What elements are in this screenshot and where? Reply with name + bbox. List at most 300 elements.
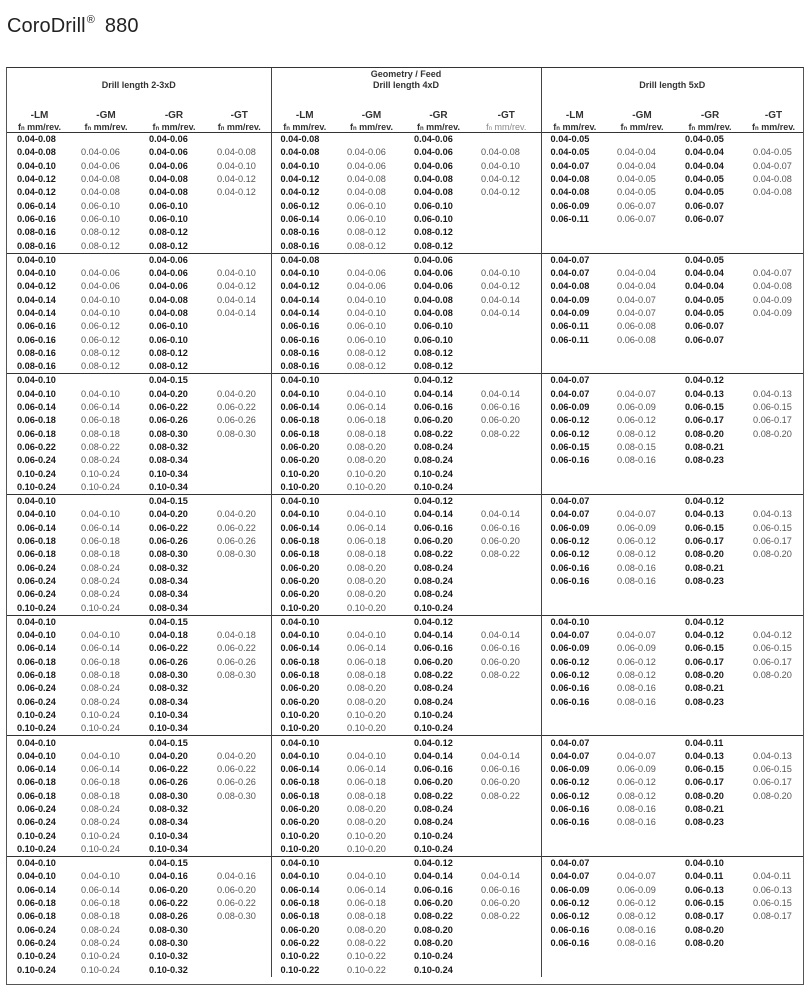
feed-cell: 0.04-0.12 [405, 736, 472, 750]
feed-cell: 0.04-0.05 [685, 294, 724, 305]
feed-cell [676, 481, 744, 495]
feed-cell: 0.06-0.16 [541, 562, 608, 575]
feed-cell: 0.10-0.24 [414, 964, 453, 975]
feed-cell: 0.04-0.10 [81, 294, 120, 305]
feed-cell: 0.08-0.12 [347, 347, 386, 358]
feed-cell: 0.04-0.04 [685, 160, 724, 171]
feed-cell: 0.04-0.10 [217, 268, 256, 279]
feed-cell [608, 467, 676, 480]
feed-cell [208, 588, 271, 601]
unit-symbol: f [84, 121, 88, 132]
feed-cell: 0.08-0.24 [414, 562, 453, 573]
feed-cell [676, 963, 744, 976]
feed-cell: 0.10-0.32 [149, 964, 188, 975]
feed-cell: 0.06-0.09 [617, 643, 656, 654]
feed-cell: 0.06-0.16 [271, 320, 338, 333]
unit-subscript: n [623, 125, 628, 132]
feed-cell [541, 481, 608, 495]
feed-cell: 0.10-0.22 [271, 950, 338, 963]
feed-cell [208, 360, 271, 374]
feed-cell: 0.04-0.05 [676, 133, 744, 147]
feed-cell: 0.04-0.07 [541, 736, 608, 750]
feed-cell [472, 695, 541, 708]
feed-cell: 0.04-0.07 [541, 267, 608, 280]
feed-cell [744, 736, 803, 750]
feed-cell [472, 816, 541, 829]
feed-cell [608, 253, 676, 267]
feed-cell: 0.10-0.20 [271, 601, 338, 615]
feed-cell [676, 829, 744, 842]
feed-cell: 0.08-0.16 [271, 347, 338, 360]
table-row [7, 401, 803, 414]
feed-cell: 0.06-0.14 [271, 401, 338, 414]
feed-cell [676, 467, 744, 480]
feed-cell: 0.06-0.20 [271, 816, 338, 829]
feed-cell: 0.04-0.08 [149, 187, 188, 198]
feed-cell: 0.08-0.16 [17, 361, 56, 372]
feed-cell: 0.04-0.06 [81, 281, 120, 292]
feed-cell: 0.06-0.15 [753, 522, 792, 533]
feed-cell: 0.10-0.20 [271, 843, 338, 857]
feed-cell: 0.06-0.16 [541, 575, 608, 588]
table-row [7, 722, 803, 736]
feed-cell [72, 495, 140, 509]
feed-cell: 0.08-0.24 [81, 575, 120, 586]
feed-cell [608, 360, 676, 374]
feed-cell: 0.04-0.15 [140, 736, 208, 750]
feed-cell: 0.06-0.12 [617, 656, 656, 667]
feed-cell [744, 843, 803, 857]
feed-cell [541, 588, 608, 601]
feed-cell: 0.04-0.12 [481, 187, 520, 198]
feed-cell: 0.04-0.08 [149, 294, 188, 305]
feed-cell: 0.08-0.22 [414, 790, 453, 801]
feed-cell [472, 588, 541, 601]
feed-cell: 0.06-0.15 [685, 643, 724, 654]
feed-cell: 0.04-0.07 [617, 388, 656, 399]
feed-cell: 0.06-0.12 [271, 199, 338, 212]
feed-cell: 0.08-0.20 [347, 575, 386, 586]
feed-cell: 0.08-0.20 [347, 562, 386, 573]
unit-subscript: n [155, 125, 160, 132]
feed-cell [744, 601, 803, 615]
feed-cell: 0.08-0.34 [149, 696, 188, 707]
unit-subscript: n [755, 125, 759, 132]
feed-cell: 0.06-0.20 [481, 656, 520, 667]
feed-cell: 0.08-0.17 [685, 911, 724, 922]
table-row [7, 186, 803, 199]
feed-cell: 0.08-0.23 [685, 455, 724, 466]
drill-length-header-5xd: Drill length 5xD [541, 80, 803, 97]
feed-cell [744, 347, 803, 360]
feed-cell: 0.06-0.16 [481, 764, 520, 775]
unit-symbol: f [752, 121, 756, 132]
table-row [7, 467, 803, 480]
unit-header [72, 121, 140, 133]
feed-cell: 0.06-0.17 [685, 415, 724, 426]
feed-cell: 0.04-0.10 [271, 870, 338, 883]
unit-subscript: n [352, 125, 357, 132]
feed-cell: 0.06-0.12 [541, 776, 608, 789]
grade-header: -GT [230, 109, 248, 121]
unit-subscript: n [488, 125, 493, 132]
feed-cell: 0.06-0.18 [81, 898, 120, 909]
feed-cell: 0.08-0.21 [685, 441, 724, 452]
feed-cell: 0.08-0.16 [17, 240, 56, 251]
feed-cell: 0.04-0.10 [81, 509, 120, 520]
feed-cell: 0.08-0.18 [347, 911, 386, 922]
table-row [7, 428, 803, 441]
feed-cell: 0.04-0.08 [753, 281, 792, 292]
feed-cell [744, 360, 803, 374]
feed-cell: 0.06-0.18 [17, 670, 56, 681]
feed-cell: 0.06-0.12 [81, 321, 120, 332]
feed-cell: 0.06-0.18 [347, 656, 386, 667]
feed-cell: 0.08-0.26 [149, 911, 188, 922]
feed-cell: 0.08-0.22 [347, 937, 386, 948]
feed-cell: 0.04-0.08 [414, 187, 453, 198]
feed-cell: 0.06-0.14 [81, 402, 120, 413]
feed-cell [744, 213, 803, 226]
unit-header [7, 121, 72, 133]
feed-cell: 0.04-0.14 [481, 294, 520, 305]
feed-cell [608, 481, 676, 495]
feed-cell: 0.04-0.10 [17, 630, 56, 641]
unit-header [208, 121, 271, 133]
feed-cell: 0.04-0.06 [149, 281, 188, 292]
feed-cell [744, 709, 803, 722]
feed-cell: 0.04-0.10 [81, 871, 120, 882]
unit-header [472, 121, 541, 133]
unit-symbol: f [152, 121, 156, 132]
feed-cell: 0.06-0.18 [17, 911, 56, 922]
feed-cell: 0.06-0.14 [17, 522, 56, 533]
feed-cell: 0.06-0.15 [685, 522, 724, 533]
feed-cell: 0.06-0.18 [81, 656, 120, 667]
feed-cell: 0.06-0.20 [414, 656, 453, 667]
feed-cell: 0.06-0.18 [347, 898, 386, 909]
feed-cell: 0.08-0.30 [217, 549, 256, 560]
feed-cell: 0.06-0.13 [753, 884, 792, 895]
feed-cell [676, 360, 744, 374]
feed-cell: 0.04-0.10 [17, 388, 56, 399]
feed-cell: 0.06-0.18 [271, 897, 338, 910]
table-row [7, 588, 803, 601]
feed-cell [208, 829, 271, 842]
feed-cell: 0.04-0.06 [140, 253, 208, 267]
feed-cell [744, 253, 803, 267]
feed-cell [208, 467, 271, 480]
feed-cell: 0.10-0.24 [414, 709, 453, 720]
feed-cell: 0.04-0.16 [149, 871, 188, 882]
table-row [7, 508, 803, 521]
feed-cell: 0.06-0.18 [347, 536, 386, 547]
product-name: CoroDrill [7, 15, 86, 37]
feed-cell: 0.08-0.21 [685, 803, 724, 814]
feed-cell: 0.08-0.20 [753, 549, 792, 560]
table-row [7, 843, 803, 857]
feed-cell [744, 495, 803, 509]
feed-cell: 0.06-0.22 [217, 898, 256, 909]
feed-cell [208, 695, 271, 708]
feed-cell: 0.06-0.18 [17, 428, 56, 439]
feed-cell [744, 454, 803, 467]
feed-cell: 0.06-0.16 [17, 213, 56, 224]
table-row [7, 535, 803, 548]
unit-subscript: n [87, 125, 92, 132]
feed-cell: 0.06-0.24 [17, 683, 56, 694]
feed-cell: 0.06-0.12 [617, 898, 656, 909]
feed-cell [208, 226, 271, 239]
feed-cell: 0.04-0.10 [481, 160, 520, 171]
feed-cell [208, 320, 271, 333]
feed-cell: 0.04-0.06 [81, 268, 120, 279]
feed-cell: 0.04-0.09 [541, 307, 608, 320]
feed-cell: 0.06-0.08 [617, 321, 656, 332]
feed-cell: 0.04-0.10 [7, 736, 72, 750]
feed-cell: 0.06-0.12 [617, 777, 656, 788]
feed-cell: 0.06-0.17 [753, 415, 792, 426]
table-row [7, 333, 803, 346]
feed-cell: 0.04-0.14 [414, 630, 453, 641]
feed-cell [208, 843, 271, 857]
unit-symbol: f [688, 121, 692, 132]
feed-cell: 0.06-0.15 [541, 441, 608, 454]
feed-cell: 0.06-0.24 [17, 562, 56, 573]
feed-cell: 0.08-0.20 [753, 790, 792, 801]
feed-cell: 0.06-0.20 [149, 884, 188, 895]
feed-cell: 0.04-0.14 [217, 308, 256, 318]
feed-cell: 0.06-0.26 [217, 656, 256, 667]
feed-cell: 0.06-0.09 [617, 884, 656, 895]
feed-cell: 0.06-0.18 [17, 777, 56, 788]
unit-header [338, 121, 405, 133]
feed-cell: 0.04-0.10 [271, 160, 338, 173]
feed-cell: 0.04-0.14 [481, 388, 520, 399]
feed-cell: 0.04-0.12 [481, 281, 520, 292]
feed-cell: 0.06-0.16 [481, 522, 520, 533]
feed-cell: 0.10-0.24 [414, 468, 453, 479]
feed-cell: 0.04-0.10 [17, 160, 56, 171]
feed-cell: 0.06-0.20 [271, 562, 338, 575]
feed-cell: 0.06-0.15 [753, 898, 792, 909]
feed-cell: 0.08-0.24 [414, 683, 453, 694]
feed-cell: 0.08-0.18 [81, 428, 120, 439]
table-row [7, 280, 803, 293]
feed-cell: 0.08-0.20 [753, 428, 792, 439]
feed-cell: 0.06-0.09 [541, 199, 608, 212]
feed-cell: 0.04-0.14 [414, 750, 453, 761]
feed-cell: 0.04-0.05 [541, 133, 608, 147]
feed-cell: 0.04-0.06 [414, 268, 453, 279]
feed-cell: 0.04-0.08 [541, 186, 608, 199]
feed-cell: 0.04-0.10 [7, 857, 72, 871]
feed-cell: 0.06-0.20 [271, 682, 338, 695]
feed-cell [472, 199, 541, 212]
feed-cell [208, 615, 271, 629]
feed-cell: 0.06-0.14 [271, 642, 338, 655]
feed-cell: 0.06-0.10 [149, 200, 188, 211]
feed-cell: 0.04-0.14 [414, 509, 453, 520]
feed-table [7, 68, 803, 977]
feed-cell [608, 857, 676, 871]
unit-symbol: f [17, 121, 21, 132]
grade-header: -GM [96, 109, 116, 121]
table-row [7, 454, 803, 467]
feed-cell: 0.08-0.12 [347, 240, 386, 251]
feed-cell [472, 495, 541, 509]
feed-cell: 0.08-0.16 [617, 924, 656, 935]
feed-cell: 0.06-0.18 [81, 415, 120, 426]
feed-cell [208, 722, 271, 736]
grade-header: -GR [164, 109, 184, 121]
unit-text: mm/rev. [91, 121, 128, 132]
feed-cell [472, 736, 541, 750]
feed-cell [72, 374, 140, 388]
feed-cell: 0.06-0.18 [17, 415, 56, 426]
feed-cell [541, 843, 608, 857]
table-row [7, 736, 803, 750]
feed-cell: 0.04-0.06 [140, 133, 208, 147]
feed-cell [541, 467, 608, 480]
table-row [7, 790, 803, 803]
table-row [7, 924, 803, 937]
feed-cell: 0.06-0.09 [541, 763, 608, 776]
feed-cell: 0.04-0.07 [541, 750, 608, 763]
feed-cell: 0.06-0.16 [17, 321, 56, 332]
feed-cell: 0.08-0.24 [414, 455, 453, 466]
unit-header [676, 121, 744, 133]
feed-cell: 0.08-0.16 [271, 360, 338, 374]
table-row [7, 199, 803, 212]
feed-cell: 0.06-0.26 [149, 656, 188, 667]
feed-cell: 0.04-0.06 [405, 133, 472, 147]
feed-cell [208, 803, 271, 816]
unit-text: mm/rev. [559, 121, 597, 132]
feed-cell: 0.06-0.18 [271, 548, 338, 561]
feed-cell: 0.06-0.18 [81, 777, 120, 788]
feed-cell [208, 239, 271, 253]
unit-header [271, 121, 338, 133]
feed-cell: 0.08-0.16 [271, 239, 338, 253]
table-row [7, 146, 803, 159]
feed-cell [208, 199, 271, 212]
feed-cell: 0.06-0.08 [617, 334, 656, 345]
feed-cell: 0.08-0.20 [685, 670, 724, 681]
feed-cell: 0.08-0.34 [149, 455, 188, 466]
feed-cell: 0.04-0.07 [617, 630, 656, 641]
feed-cell [338, 495, 405, 509]
feed-cell: 0.06-0.16 [541, 816, 608, 829]
feed-cell [472, 722, 541, 736]
feed-cell: 0.10-0.34 [149, 723, 188, 734]
feed-cell: 0.04-0.09 [753, 294, 792, 305]
feed-cell: 0.08-0.20 [753, 670, 792, 681]
grade-header: -GT [497, 109, 515, 121]
feed-cell: 0.08-0.23 [685, 817, 724, 828]
feed-cell: 0.04-0.10 [17, 509, 56, 520]
feed-cell: 0.08-0.30 [217, 670, 256, 681]
feed-cell: 0.06-0.14 [17, 402, 56, 413]
feed-cell: 0.06-0.16 [541, 803, 608, 816]
feed-cell: 0.08-0.20 [347, 803, 386, 814]
feed-cell: 0.08-0.12 [81, 227, 120, 238]
feed-cell [338, 133, 405, 147]
feed-cell: 0.06-0.20 [271, 454, 338, 467]
feed-cell: 0.10-0.34 [149, 843, 188, 854]
feed-cell [338, 615, 405, 629]
unit-header [608, 121, 676, 133]
feed-cell [472, 950, 541, 963]
feed-cell [72, 615, 140, 629]
feed-cell: 0.10-0.20 [271, 709, 338, 722]
feed-cell [744, 963, 803, 976]
feed-cell [472, 454, 541, 467]
unit-subscript: n [691, 125, 696, 132]
feed-cell: 0.08-0.22 [481, 670, 520, 681]
feed-cell: 0.04-0.10 [271, 736, 338, 750]
feed-cell: 0.04-0.20 [217, 388, 256, 399]
unit-text: mm/rev. [423, 121, 461, 132]
feed-cell: 0.04-0.12 [271, 186, 338, 199]
table-row [7, 950, 803, 963]
grade-header: -GR [700, 109, 720, 121]
feed-cell: 0.04-0.07 [541, 857, 608, 871]
table-row [7, 963, 803, 976]
feed-cell: 0.06-0.14 [17, 200, 56, 211]
feed-cell: 0.06-0.22 [217, 764, 256, 775]
feed-cell [472, 924, 541, 937]
feed-cell: 0.08-0.16 [17, 347, 56, 358]
table-row [7, 776, 803, 789]
table-row [7, 307, 803, 320]
unit-text: mm/rev. [159, 121, 196, 132]
feed-cell: 0.08-0.12 [617, 549, 656, 560]
feed-cell: 0.06-0.20 [271, 695, 338, 708]
feed-cell [208, 950, 271, 963]
table-row [7, 575, 803, 588]
feed-cell [744, 467, 803, 480]
feed-cell: 0.06-0.12 [617, 536, 656, 547]
feed-cell: 0.04-0.06 [149, 147, 188, 158]
feed-cell: 0.06-0.20 [271, 924, 338, 937]
feed-cell: 0.08-0.18 [81, 790, 120, 801]
feed-cell: 0.06-0.15 [753, 643, 792, 654]
feed-cell: 0.08-0.20 [685, 924, 724, 935]
feed-cell [208, 857, 271, 871]
feed-cell: 0.04-0.08 [414, 174, 453, 185]
feed-cell [472, 615, 541, 629]
feed-cell: 0.04-0.13 [685, 388, 724, 399]
feed-cell: 0.10-0.34 [149, 481, 188, 492]
feed-cell: 0.06-0.07 [685, 321, 724, 332]
feed-cell: 0.08-0.20 [347, 683, 386, 694]
feed-cell: 0.04-0.06 [414, 160, 453, 171]
feed-cell [744, 481, 803, 495]
feed-cell: 0.08-0.12 [149, 227, 188, 238]
feed-cell: 0.04-0.05 [685, 308, 724, 318]
feed-cell: 0.04-0.11 [676, 736, 744, 750]
feed-cell: 0.06-0.16 [17, 334, 56, 345]
feed-cell: 0.06-0.16 [414, 884, 453, 895]
feed-cell: 0.08-0.16 [617, 803, 656, 814]
feed-cell: 0.06-0.10 [149, 213, 188, 224]
table-row [7, 347, 803, 360]
feed-cell: 0.04-0.08 [271, 146, 338, 159]
feed-cell: 0.06-0.18 [271, 910, 338, 923]
feed-cell: 0.10-0.22 [347, 964, 386, 975]
feed-cell: 0.04-0.08 [217, 147, 256, 158]
